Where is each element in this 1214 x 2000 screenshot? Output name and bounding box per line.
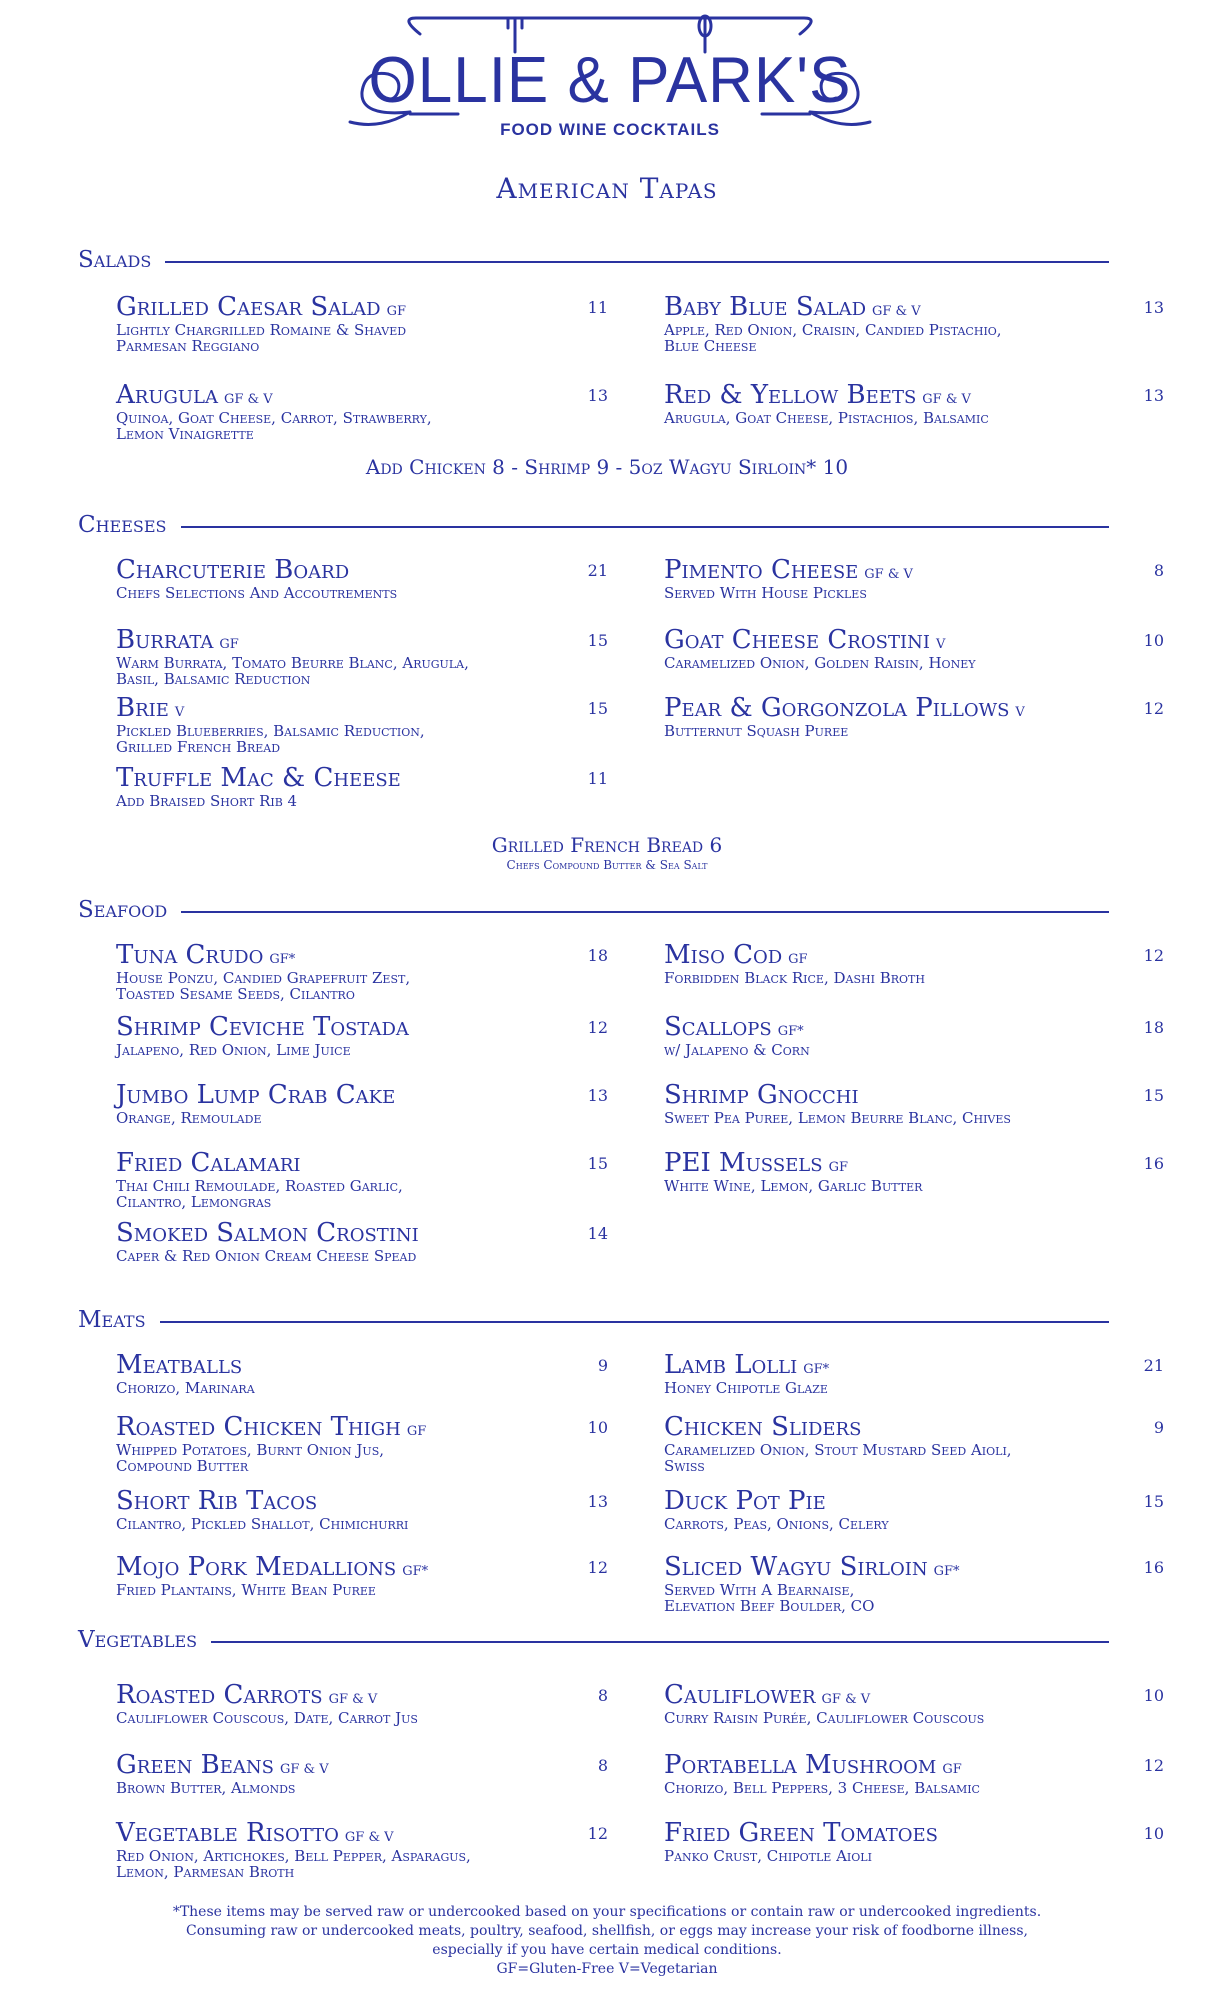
menu-item-description: Apple, Red Onion, Craisin, Candied Pistachio, (664, 321, 1002, 339)
menu-item-description: House Ponzu, Candied Grapefruit Zest, (116, 969, 411, 987)
menu-item (664, 1750, 1164, 1796)
menu-item (116, 1818, 608, 1880)
menu-item (664, 693, 1164, 739)
menu-item (116, 1080, 608, 1126)
menu-item-price: 13 (1143, 298, 1164, 317)
menu-item-description: Sweet Pea Puree, Lemon Beurre Blanc, Chives (664, 1109, 1011, 1127)
menu-item (116, 940, 608, 1002)
menu-item-name: Portabella Mushroom (664, 1750, 937, 1780)
menu-item-price: 16 (1143, 1558, 1164, 1577)
bread-item-description: Chefs Compound Butter & Sea Salt (506, 858, 708, 872)
menu-item-row (664, 1818, 1164, 1848)
menu-item (664, 1412, 1164, 1474)
menu-item-description: Add Braised Short Rib 4 (116, 792, 298, 810)
menu-item-row (116, 555, 608, 585)
bread-item-name: Grilled French Bread 6 (491, 833, 723, 857)
menu-item-description: Served With A Bearnaise, (664, 1581, 855, 1599)
dietary-tag: V (174, 705, 185, 720)
menu-item-description: Toasted Sesame Seeds, Cilantro (116, 985, 355, 1003)
dietary-tag: GF* (269, 952, 296, 967)
dietary-tag: V (935, 637, 946, 652)
menu-item-name: Smoked Salmon Crostini (116, 1218, 419, 1248)
menu-item-price: 13 (587, 386, 608, 405)
menu-item-price: 9 (1153, 1418, 1164, 1437)
menu-item-price: 13 (587, 1492, 608, 1511)
menu-item (664, 1350, 1164, 1396)
menu-item-row (116, 693, 608, 723)
dietary-tag: GF & V (224, 392, 273, 407)
menu-item-price: 12 (1143, 1756, 1164, 1775)
menu-item-name: Miso Cod (664, 940, 783, 970)
menu-item-description: Parmesan Reggiano (116, 337, 260, 355)
menu-item (116, 380, 608, 442)
menu-item-price: 8 (597, 1756, 608, 1775)
menu-item-row (116, 940, 608, 970)
menu-item (116, 1680, 608, 1726)
menu-item-row (116, 625, 608, 655)
menu-item-description: Lemon Vinaigrette (116, 425, 254, 443)
menu-item-name: Short Rib Tacos (116, 1486, 318, 1516)
menu-item-row (664, 1680, 1164, 1710)
menu-item-description: Compound Butter (116, 1457, 249, 1475)
menu-item-row (116, 1680, 608, 1710)
menu-item-row (664, 1012, 1164, 1042)
menu-item-name: Lamb Lolli (664, 1350, 798, 1380)
menu-item (664, 1486, 1164, 1532)
menu-item-name: Baby Blue Salad (664, 292, 867, 322)
footer-line: *These items may be served raw or undercooked based on your specifications or contain raw or undercooked ingredients. (172, 1904, 1042, 1920)
menu-item-name: Roasted Carrots (116, 1680, 323, 1710)
menu-item-description: Swiss (664, 1457, 705, 1475)
menu-item-name: Roasted Chicken Thigh (116, 1412, 401, 1442)
menu-item (116, 292, 608, 354)
menu-item-price: 18 (1143, 1018, 1164, 1037)
menu-item-price: 12 (587, 1558, 608, 1577)
menu-item-description: Forbidden Black Rice, Dashi Broth (664, 969, 925, 987)
menu-item-name: Duck Pot Pie (664, 1486, 826, 1516)
dietary-tag: GF (386, 304, 406, 319)
menu-item (116, 1148, 608, 1210)
menu-item (116, 1552, 608, 1598)
footer-line: GF=Gluten-Free V=Vegetarian (496, 1961, 718, 1977)
menu-item-name: Sliced Wagyu Sirloin (664, 1552, 928, 1582)
menu-item-name: Cauliflower (664, 1680, 816, 1710)
footer-disclaimer (0, 1903, 1214, 1979)
menu-item-description: Orange, Remoulade (116, 1109, 262, 1127)
menu-item-name: Fried Green Tomatoes (664, 1818, 938, 1848)
menu-item (116, 1012, 608, 1058)
section-title: Cheeses (78, 512, 167, 538)
menu-item (116, 1350, 608, 1396)
menu-item-description: Butternut Squash Puree (664, 722, 849, 740)
menu-item-row (116, 1552, 608, 1582)
menu-item-row (664, 1750, 1164, 1780)
menu-item-row (664, 292, 1164, 322)
menu-item-row (664, 1080, 1164, 1110)
dietary-tag: GF & V (821, 1692, 871, 1707)
section-title: Vegetables (78, 1627, 198, 1653)
menu-item-description: Whipped Potatoes, Burnt Onion Jus, (116, 1441, 384, 1459)
menu-item-price: 9 (597, 1356, 608, 1375)
menu-item (116, 555, 608, 601)
menu-item (116, 1218, 608, 1264)
menu-item-price: 12 (1143, 946, 1164, 965)
menu-item-description: Quinoa, Goat Cheese, Carrot, Strawberry, (116, 409, 432, 427)
menu-item (664, 1818, 1164, 1864)
menu-item-description: Caramelized Onion, Stout Mustard Seed Aioli, (664, 1441, 1012, 1459)
menu-item-description: Chefs Selections And Accoutrements (116, 584, 398, 602)
menu-item-name: Shrimp Gnocchi (664, 1080, 859, 1110)
menu-item-row (664, 1486, 1164, 1516)
menu-item (664, 1148, 1164, 1194)
dietary-tag: GF (219, 637, 239, 652)
menu-item-row (116, 1218, 608, 1248)
menu-item-row (116, 1012, 608, 1042)
section-rule (211, 1641, 1109, 1643)
menu-item-row (116, 1080, 608, 1110)
menu-item-name: Green Beans (116, 1750, 274, 1780)
menu-item-row (116, 292, 608, 322)
menu-item-price: 8 (597, 1686, 608, 1705)
section-rule (165, 261, 1109, 263)
menu-item-price: 15 (1143, 1086, 1164, 1105)
menu-item-description: Thai Chili Remoulade, Roasted Garlic, (116, 1177, 403, 1195)
menu-item (116, 625, 608, 687)
dietary-tag: GF* (402, 1564, 429, 1579)
menu-item (664, 292, 1164, 354)
page-title: American Tapas (496, 172, 718, 205)
dietary-tag: GF (788, 952, 808, 967)
menu-item (664, 940, 1164, 986)
menu-item-name: Mojo Pork Medallions (116, 1552, 397, 1582)
menu-item-name: PEI Mussels (664, 1148, 823, 1178)
menu-item (664, 1552, 1164, 1614)
section-header-cheeses (78, 510, 1109, 540)
menu-item-description: Blue Cheese (664, 337, 757, 355)
menu-item-price: 10 (1143, 631, 1164, 650)
menu-item-row (664, 1412, 1164, 1442)
menu-item (664, 625, 1164, 671)
menu-item-description: Chorizo, Marinara (116, 1379, 255, 1397)
menu-item-description: Jalapeno, Red Onion, Lime Juice (116, 1041, 351, 1059)
menu-item-description: Cilantro, Lemongras (116, 1193, 272, 1211)
menu-item-row (116, 1750, 608, 1780)
dietary-tag: V (1015, 705, 1025, 720)
section-rule (181, 526, 1109, 528)
menu-item-row (664, 1350, 1164, 1380)
menu-item-row (664, 380, 1164, 410)
menu-item-description: Pickled Blueberries, Balsamic Reduction, (116, 722, 425, 740)
dietary-tag: GF & V (872, 304, 921, 319)
menu-item (664, 1080, 1164, 1126)
brand-logo (340, 12, 880, 142)
menu-item-description: Lightly Chargrilled Romaine & Shaved (116, 321, 407, 339)
menu-item-row (664, 625, 1164, 655)
menu-item-price: 15 (1143, 1492, 1164, 1511)
menu-item-row (664, 1552, 1164, 1582)
menu-item-description: Elevation Beef Boulder, CO (664, 1597, 875, 1615)
menu-item (116, 1750, 608, 1796)
menu-item-description: Lemon, Parmesan Broth (116, 1863, 295, 1881)
section-title: Meats (78, 1307, 146, 1333)
menu-item-name: Pimento Cheese (664, 555, 859, 585)
dietary-tag: GF* (777, 1024, 804, 1039)
menu-item-description: Red Onion, Artichokes, Bell Pepper, Asparagus, (116, 1847, 471, 1865)
menu-item-description: Grilled French Bread (116, 738, 281, 756)
menu-item-name: Pear & Gorgonzola Pillows (664, 693, 1010, 723)
menu-item-description: Carrots, Peas, Onions, Celery (664, 1515, 889, 1533)
menu-item-price: 12 (1143, 699, 1164, 718)
menu-item-description: Honey Chipotle Glaze (664, 1379, 828, 1397)
menu-item (116, 763, 608, 809)
salad-addons: Add Chicken 8 - Shrimp 9 - 5oz Wagyu Sirloin* 10 (365, 455, 849, 479)
menu-item-name: Tuna Crudo (116, 940, 264, 970)
menu-item-price: 18 (587, 946, 608, 965)
menu-item-description: Chorizo, Bell Peppers, 3 Cheese, Balsamic (664, 1779, 980, 1797)
menu-item (664, 1012, 1164, 1058)
menu-item-description: Brown Butter, Almonds (116, 1779, 296, 1797)
dietary-tag: GF (828, 1160, 848, 1175)
dietary-tag: GF & V (344, 1830, 394, 1845)
menu-item-price: 21 (1143, 1356, 1164, 1375)
dietary-tag: GF & V (328, 1692, 378, 1707)
menu-item-name: Scallops (664, 1012, 772, 1042)
menu-item-name: Goat Cheese Crostini (664, 625, 930, 655)
dietary-tag: GF (406, 1424, 427, 1439)
menu-item-name: Fried Calamari (116, 1148, 301, 1178)
menu-item-row (664, 940, 1164, 970)
section-rule (181, 911, 1109, 913)
menu-item-price: 11 (587, 298, 608, 317)
menu-item-price: 15 (587, 699, 608, 718)
menu-item-name: Brie (116, 693, 169, 723)
menu-item-name: Grilled Caesar Salad (116, 292, 381, 322)
menu-item-name: Jumbo Lump Crab Cake (116, 1080, 396, 1110)
menu-item-row (116, 1818, 608, 1848)
brand-tagline: FOOD WINE COCKTAILS (500, 120, 720, 139)
dietary-tag: GF & V (922, 392, 971, 407)
menu-item-description: Served With House Pickles (664, 584, 867, 602)
menu-item (664, 1680, 1164, 1726)
menu-item (116, 1412, 608, 1474)
footer-line: Consuming raw or undercooked meats, poultry, seafood, shellfish, or eggs may increase your risk of foodborne illness, (185, 1923, 1029, 1939)
menu-item-price: 10 (1143, 1686, 1164, 1705)
menu-item-price: 13 (1143, 386, 1164, 405)
menu-item-price: 10 (1143, 1824, 1164, 1843)
dietary-tag: GF & V (279, 1762, 329, 1777)
menu-item (664, 555, 1164, 601)
section-title: Salads (78, 247, 152, 273)
menu-item-price: 13 (587, 1086, 608, 1105)
menu-item-row (116, 1350, 608, 1380)
section-title: Seafood (78, 897, 168, 923)
footer-line: especially if you have certain medical conditions. (432, 1942, 782, 1958)
menu-item-description: Arugula, Goat Cheese, Pistachios, Balsamic (664, 409, 989, 427)
menu-item-description: Caper & Red Onion Cream Cheese Spead (116, 1247, 417, 1265)
dietary-tag: GF* (933, 1564, 960, 1579)
menu-item-price: 15 (587, 1154, 608, 1173)
menu-item-row (664, 555, 1164, 585)
menu-item-row (116, 1412, 608, 1442)
menu-item-description: Panko Crust, Chipotle Aioli (664, 1847, 872, 1865)
menu-item-price: 12 (587, 1018, 608, 1037)
menu-item-name: Truffle Mac & Cheese (116, 763, 401, 793)
menu-item-name: Charcuterie Board (116, 555, 350, 585)
menu-item-price: 10 (587, 1418, 608, 1437)
menu-item-name: Red & Yellow Beets (664, 380, 917, 410)
menu-item-price: 15 (587, 631, 608, 650)
menu-item-row (116, 763, 608, 793)
menu-item-price: 21 (587, 561, 608, 580)
brand-name: OLLIE & PARK'S (368, 44, 852, 117)
menu-item-description: Caramelized Onion, Golden Raisin, Honey (664, 654, 976, 672)
menu-item-price: 16 (1143, 1154, 1164, 1173)
menu-item-price: 8 (1153, 561, 1164, 580)
menu-item-row (116, 1486, 608, 1516)
menu-item-description: White Wine, Lemon, Garlic Butter (664, 1177, 923, 1195)
menu-item-row (116, 380, 608, 410)
menu-item-description: Cauliflower Couscous, Date, Carrot Jus (116, 1709, 418, 1727)
menu-item-description: Cilantro, Pickled Shallot, Chimichurri (116, 1515, 409, 1533)
menu-item-name: Chicken Sliders (664, 1412, 862, 1442)
menu-item-row (664, 693, 1164, 723)
menu-item-price: 11 (587, 769, 608, 788)
menu-item (664, 380, 1164, 426)
menu-item-name: Burrata (116, 625, 214, 655)
menu-item-name: Meatballs (116, 1350, 243, 1380)
menu-item-description: Basil, Balsamic Reduction (116, 670, 311, 688)
menu-item-description: Fried Plantains, White Bean Puree (116, 1581, 376, 1599)
menu-item-name: Arugula (116, 380, 218, 410)
menu-item-name: Vegetable Risotto (116, 1818, 339, 1848)
section-header-vegetables (78, 1625, 1109, 1655)
section-header-meats (78, 1305, 1109, 1335)
dietary-tag: GF & V (864, 567, 913, 582)
section-header-salads (78, 245, 1109, 275)
section-rule (160, 1321, 1109, 1323)
dietary-tag: GF (942, 1762, 962, 1777)
dietary-tag: GF* (803, 1362, 830, 1377)
menu-item-description: Curry Raisin Purée, Cauliflower Couscous (664, 1709, 985, 1727)
menu-item-description: Warm Burrata, Tomato Beurre Blanc, Arugula, (116, 654, 469, 672)
menu-item (116, 1486, 608, 1532)
menu-item-description: w/ Jalapeno & Corn (664, 1041, 810, 1059)
menu-item-row (116, 1148, 608, 1178)
menu-item-price: 14 (587, 1224, 608, 1243)
section-header-seafood (78, 895, 1109, 925)
menu-item-row (664, 1148, 1164, 1178)
menu-item (116, 693, 608, 755)
menu-item-price: 12 (587, 1824, 608, 1843)
menu-item-name: Shrimp Ceviche Tostada (116, 1012, 409, 1042)
